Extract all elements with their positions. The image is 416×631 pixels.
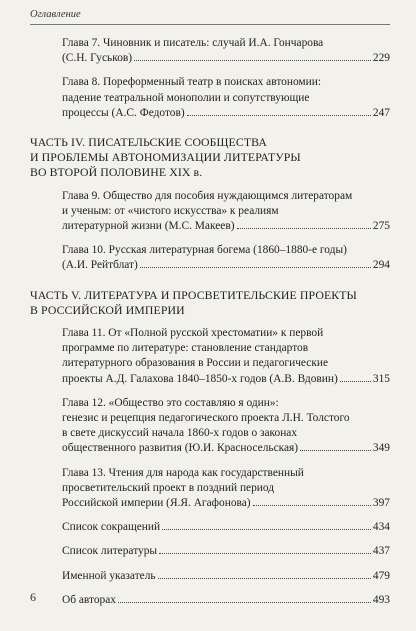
toc-entry[interactable] <box>30 243 390 273</box>
part-heading <box>30 135 390 181</box>
toc-entry[interactable] <box>30 189 390 235</box>
toc-entry[interactable] <box>30 396 390 457</box>
toc-entry[interactable] <box>30 593 390 608</box>
toc-entry-lastline <box>62 106 390 121</box>
toc-entry-lastline <box>62 544 390 559</box>
dot-leader <box>340 381 371 382</box>
dot-leader <box>140 267 371 268</box>
running-head: Оглавление <box>30 9 81 20</box>
dot-leader <box>134 60 371 61</box>
toc-page-number: 247 <box>372 106 390 119</box>
toc-page-number: 397 <box>372 497 390 510</box>
toc-entry-line: Глава 9. Общество для пособия нуждающимся литераторам <box>62 189 353 202</box>
toc-entry-title: проекты А.Д. Галахова 1840–1850-х годов (А.В. Вдовин) <box>62 372 338 385</box>
toc-entry-line: в свете дискуссий начала 1860-х годов о законах <box>62 427 298 440</box>
toc-entry-lastline <box>62 441 390 456</box>
toc-entry-lastline <box>62 51 390 66</box>
toc-entry-title: общественного развития (Ю.И. Красносельская) <box>62 442 299 455</box>
toc-entry-lastline <box>62 569 390 584</box>
toc-entry-title: (А.И. Рейтблат) <box>62 259 138 272</box>
dot-leader <box>187 115 371 116</box>
toc-entry-lastline <box>62 219 390 234</box>
toc-page-number: 315 <box>372 372 390 385</box>
dot-leader <box>162 529 371 530</box>
toc-entry-line: падение театральной монополии и сопутствующие <box>62 91 310 104</box>
toc-entry-lastline <box>62 372 390 387</box>
toc-entry[interactable] <box>30 520 390 535</box>
toc-page-number: 349 <box>372 442 390 455</box>
toc-page-number: 294 <box>372 259 390 272</box>
toc-entry-lastline <box>62 520 390 535</box>
part-heading-line: В РОССИЙСКОЙ ИМПЕРИИ <box>30 302 185 317</box>
toc-page-number: 229 <box>372 52 390 65</box>
toc-page-number: 479 <box>372 569 390 582</box>
page-number: 6 <box>30 590 36 604</box>
toc-entry-title: Именной указатель <box>62 569 156 582</box>
toc-entry-line: Глава 7. Чиновник и писатель: случай И.А. Гончарова <box>62 37 324 49</box>
toc-entry-title: процессы (А.С. Федотов) <box>62 106 185 119</box>
toc-page-number: 437 <box>372 545 390 558</box>
toc-entry-title: Российской империи (Я.Я. Агафонова) <box>62 497 251 510</box>
toc-entry-line: просветительский проект в поздний период <box>62 481 275 494</box>
toc-entry-line: литературного образования в России и педагогические <box>62 357 329 370</box>
toc-entry-line: Глава 12. «Общество это составляю я один»: <box>62 396 279 409</box>
dot-leader <box>158 578 371 579</box>
toc-entry-line: Глава 10. Русская литературная богема (1860–1880-е годы) <box>62 244 347 257</box>
toc-entry[interactable] <box>30 326 390 387</box>
toc-page-number: 493 <box>372 593 390 606</box>
header-rule <box>30 24 390 25</box>
toc-entry[interactable] <box>30 36 390 66</box>
toc-entry-lastline <box>62 593 390 608</box>
toc-entry-title: литературной жизни (М.С. Макеев) <box>62 220 235 233</box>
toc-entry-title: (С.Н. Гуськов) <box>62 52 133 65</box>
part-heading-line: ВО ВТОРОЙ ПОЛОВИНЕ XIX в. <box>30 165 203 180</box>
toc-entry-line: Глава 11. От «Полной русской хрестоматии» к первой <box>62 327 324 340</box>
toc-entry[interactable] <box>30 569 390 584</box>
toc-entry-line: и ученым: от «чистого искусства» к реалиям <box>62 204 279 217</box>
part-heading-line: И ПРОБЛЕМЫ АВТОНОМИЗАЦИИ ЛИТЕРАТУРЫ <box>30 150 301 165</box>
toc-entry-lastline <box>62 496 390 511</box>
toc-page-number: 434 <box>372 521 390 534</box>
toc-entry-line: генезис и рецепция педагогического проекта Л.Н. Толстого <box>62 412 350 425</box>
part-heading-line: ЧАСТЬ IV. ПИСАТЕЛЬСКИЕ СООБЩЕСТВА <box>30 135 267 150</box>
toc-entry[interactable] <box>30 544 390 559</box>
toc-entry[interactable] <box>30 75 390 121</box>
dot-leader <box>253 505 371 506</box>
dot-leader <box>159 553 371 554</box>
dot-leader <box>237 228 371 229</box>
toc-page-number: 275 <box>372 220 390 233</box>
toc-entry-line: Глава 13. Чтения для народа как государственный <box>62 466 304 479</box>
toc-entry-line: Глава 8. Пореформенный театр в поисках автономии: <box>62 76 321 89</box>
toc-entry-title: Список сокращений <box>62 521 161 534</box>
toc-entry-lastline <box>62 258 390 273</box>
toc-entry-line: программе по литературе: становление стандартов <box>62 342 309 355</box>
dot-leader <box>300 450 371 451</box>
part-heading <box>30 288 390 318</box>
toc-entry-title: Список литературы <box>62 545 158 558</box>
part-heading-line: ЧАСТЬ V. ЛИТЕРАТУРА И ПРОСВЕТИТЕЛЬСКИЕ ПРОЕКТЫ <box>30 287 357 302</box>
toc-entry-title: Об авторах <box>62 593 116 606</box>
table-of-contents <box>30 36 390 617</box>
toc-entry[interactable] <box>30 466 390 512</box>
dot-leader <box>118 602 371 603</box>
